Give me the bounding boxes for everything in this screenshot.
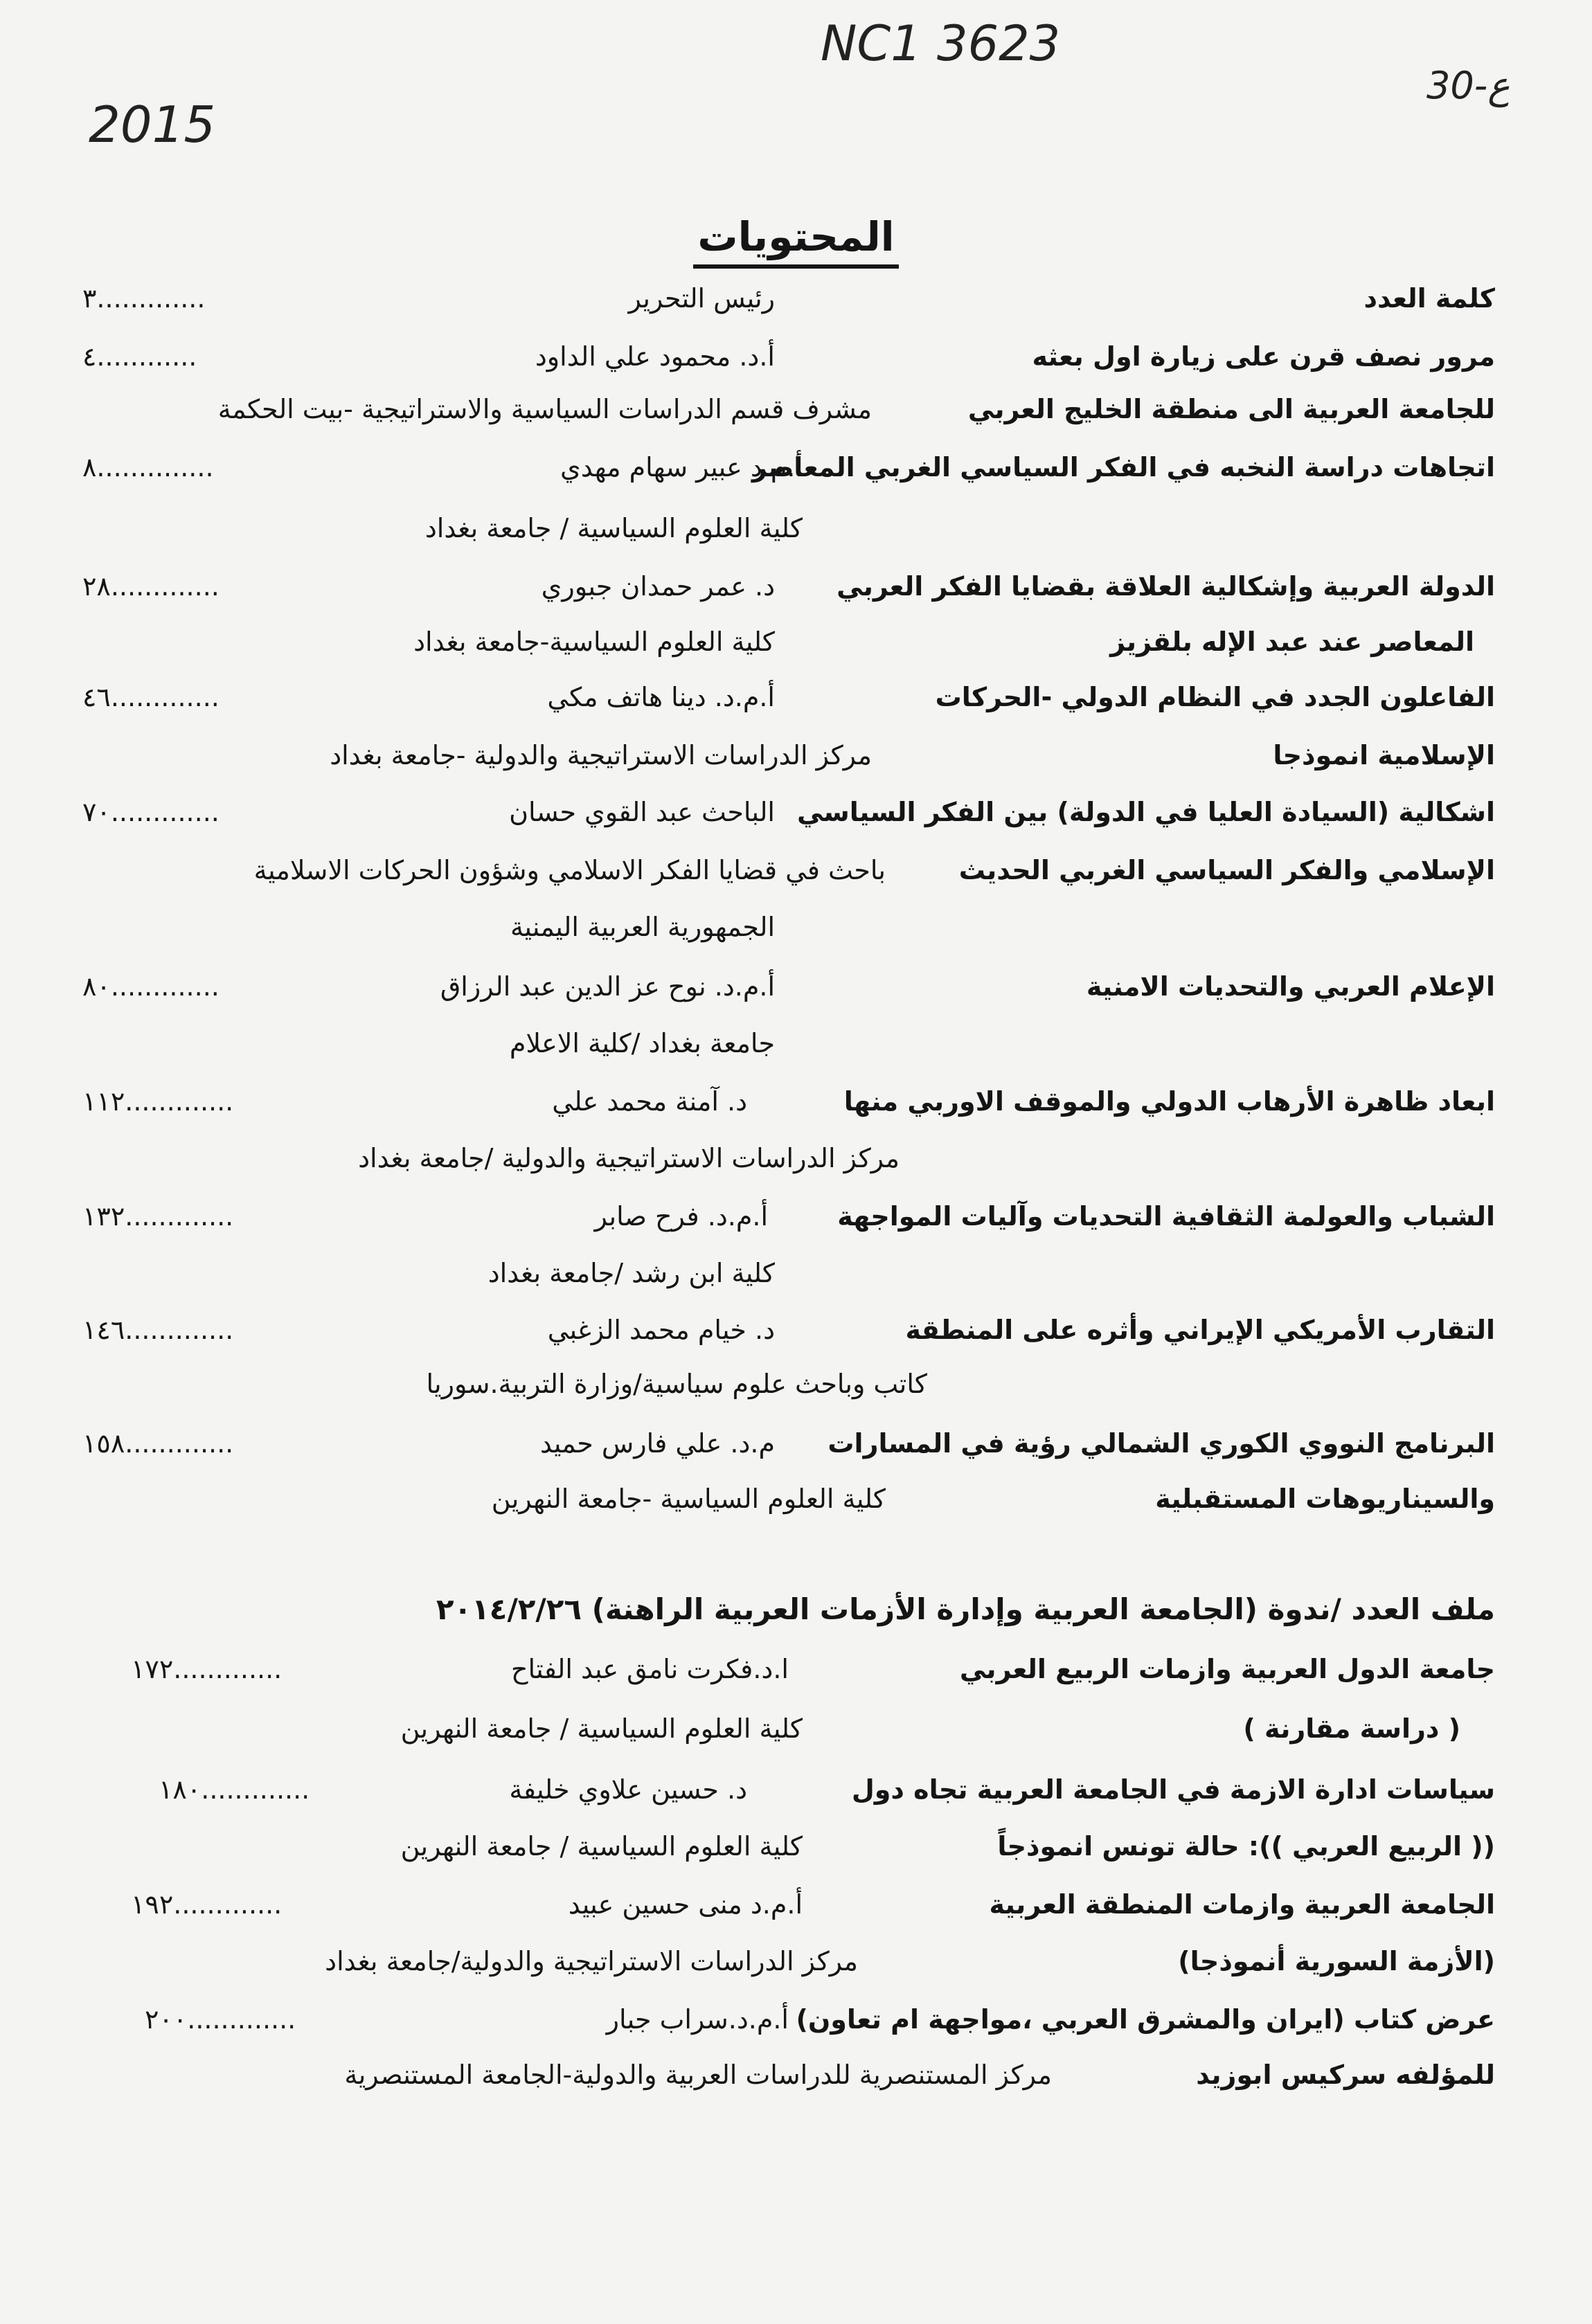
toc-entry-cont	[82, 1019, 1495, 1068]
toc-entry-cont	[82, 504, 1495, 552]
entry-page: .............٨٠	[82, 971, 220, 1002]
toc-entry-cont	[82, 618, 1495, 666]
entry-page: .............٢٨	[82, 571, 220, 602]
entry-author: أ.م.د.سراب جبار	[606, 2004, 789, 2035]
entry-author: ا.د.فكرت نامق عبد الفتاح	[511, 1654, 789, 1684]
entry-institution: كاتب وباحث علوم سياسية/وزارة التربية.سوريا	[426, 1369, 927, 1399]
entry-author: د. آمنة محمد علي	[552, 1086, 747, 1117]
entry-institution: جامعة بغداد /كلية الاعلام	[509, 1028, 775, 1059]
entry-author: أ.م.د منى حسين عبيد	[568, 1889, 803, 1920]
toc-entry	[82, 562, 1495, 611]
catalog-number-handwritten: NC1 3623	[821, 15, 1061, 72]
entry-title: اشكالية (السيادة العليا في الدولة) بين الفكر السياسي	[796, 797, 1495, 827]
toc-entry-cont	[82, 1249, 1495, 1297]
entry-author: رئيس التحرير	[628, 283, 775, 314]
entry-institution: مركز الدراسات الاستراتيجية والدولية /جامعة بغداد	[358, 1143, 900, 1173]
entry-title: الدولة العربية وإشكالية العلاقة بقضايا الفكر العربي	[837, 571, 1495, 602]
section-title: ملف العدد /ندوة (الجامعة العربية وإدارة الأزمات العربية الراهنة) ٢٠١٤/٢/٢٦	[436, 1592, 1495, 1626]
toc-entry	[82, 443, 1495, 492]
entry-author: أ.د. محمود علي الداود	[535, 341, 775, 372]
section-heading	[82, 1585, 1495, 1634]
toc-entry	[82, 673, 1495, 721]
entry-author: أ.م.د عبير سهام مهدي	[560, 452, 803, 483]
entry-title: الإسلامية انموذجا	[1273, 740, 1495, 771]
toc-entry	[82, 962, 1495, 1011]
page-title: المحتويات	[0, 213, 1592, 260]
entry-institution: كلية العلوم السياسية / جامعة النهرين	[400, 1831, 803, 1862]
entry-institution: كلية العلوم السياسية-جامعة بغداد	[413, 627, 775, 657]
toc-entry	[82, 332, 1495, 381]
toc-entry-cont	[82, 1704, 1495, 1753]
entry-title: البرنامج النووي الكوري الشمالي رؤية في المسارات	[828, 1428, 1495, 1459]
entry-page: .............١٥٨	[82, 1428, 234, 1459]
entry-title: جامعة الدول العربية وازمات الربيع العربي	[959, 1654, 1495, 1684]
entry-title: الفاعلون الجدد في النظام الدولي -الحركات	[935, 682, 1495, 712]
entry-page: .............١٨٠	[159, 1774, 310, 1805]
entry-title: مرور نصف قرن على زيارة اول بعثه	[1032, 341, 1495, 372]
entry-author: أ.م.د. فرح صابر	[594, 1201, 768, 1232]
toc-entry	[82, 788, 1495, 836]
toc-entry	[82, 1419, 1495, 1468]
entry-institution: الجمهورية العربية اليمنية	[510, 912, 775, 942]
entry-page: ..............٨	[82, 452, 214, 483]
entry-page: .............١٣٢	[82, 1201, 234, 1232]
toc-entry-cont	[82, 2051, 1495, 2099]
entry-institution: باحث في قضايا الفكر الاسلامي وشؤون الحركات الاسلامية	[253, 855, 886, 885]
toc-entry-cont	[82, 1822, 1495, 1871]
toc-entry-cont	[82, 1475, 1495, 1523]
entry-title: سياسات ادارة الازمة في الجامعة العربية تجاه دول	[851, 1774, 1495, 1805]
entry-page: .............١٧٢	[131, 1654, 283, 1684]
entry-author: د. عمر حمدان جبوري	[541, 571, 775, 602]
entry-page: .............١١٢	[82, 1086, 234, 1117]
toc-entry	[82, 1077, 1495, 1126]
entry-title: للمؤلفه سركيس ابوزيد	[1196, 2060, 1495, 2090]
entry-page: .............٤٦	[82, 682, 220, 712]
entry-institution: كلية العلوم السياسية / جامعة النهرين	[400, 1713, 803, 1744]
toc-entry	[82, 1765, 1495, 1814]
year-handwritten: 2015	[89, 96, 216, 154]
toc-entry-cont	[82, 903, 1495, 951]
entry-page: .............٢٠٠	[145, 2004, 296, 2035]
entry-author: د. حسين علاوي خليفة	[509, 1774, 747, 1805]
toc-entry	[82, 274, 1495, 323]
toc-entry	[82, 1306, 1495, 1354]
entry-title: ( دراسة مقارنة )	[1243, 1713, 1460, 1744]
toc-entry	[82, 1995, 1495, 2044]
entry-author: م.د. علي فارس حميد	[539, 1428, 775, 1459]
entry-title: ابعاد ظاهرة الأرهاب الدولي والموقف الاوربي منها	[843, 1086, 1495, 1117]
entry-page: .............٧٠	[82, 797, 220, 827]
code-handwritten: 30-ع	[1426, 64, 1510, 107]
entry-institution: مركز الدراسات الاستراتيجية والدولية -جامعة بغداد	[330, 740, 872, 771]
entry-page: .............١٩٢	[131, 1889, 283, 1920]
toc-entry-cont	[82, 1937, 1495, 1985]
entry-title: للجامعة العربية الى منطقة الخليج العربي	[967, 394, 1495, 424]
entry-author: أ.م.د. نوح عز الدين عبد الرزاق	[440, 971, 775, 1002]
entry-title: الشباب والعولمة الثقافية التحديات وآليات المواجهة	[837, 1201, 1495, 1232]
entry-title: والسيناريوهات المستقبلية	[1155, 1484, 1495, 1514]
entry-page: .............١٤٦	[82, 1315, 234, 1345]
entry-title: (( الربيع العربي )): حالة تونس انموذجاً	[997, 1831, 1495, 1862]
entry-institution: مركز الدراسات الاستراتيجية والدولية/جامعة بغداد	[325, 1946, 858, 1976]
toc-entry	[82, 1880, 1495, 1929]
entry-title: كلمة العدد	[1363, 283, 1495, 314]
entry-author: د. خيام محمد الزغبي	[547, 1315, 775, 1345]
entry-title: (الأزمة السورية أنموذجا)	[1178, 1946, 1495, 1976]
entry-title: اتجاهات دراسة النخبه في الفكر السياسي الغربي المعاصر	[751, 452, 1495, 483]
toc-entry-cont	[82, 385, 1495, 433]
toc-entry	[82, 1645, 1495, 1693]
entry-title: المعاصر عند عبد الإله بلقزيز	[1110, 627, 1474, 657]
entry-page: ............٤	[82, 341, 197, 372]
entry-institution: كلية العلوم السياسية -جامعة النهرين	[491, 1484, 886, 1514]
entry-title: الإسلامي والفكر السياسي الغربي الحديث	[958, 855, 1495, 885]
toc-entry	[82, 1192, 1495, 1241]
entry-institution: كلية العلوم السياسية / جامعة بغداد	[424, 513, 803, 543]
entry-author: أ.م.د. دينا هاتف مكي	[547, 682, 775, 712]
entry-title: الإعلام العربي والتحديات الامنية	[1086, 971, 1495, 1002]
toc-entry-cont	[82, 731, 1495, 780]
toc-entry-cont	[82, 1134, 1495, 1182]
entry-author: الباحث عبد القوي حسان	[509, 797, 775, 827]
entry-institution: كلية ابن رشد /جامعة بغداد	[488, 1258, 775, 1288]
toc-entry-cont	[82, 846, 1495, 894]
entry-title: التقارب الأمريكي الإيراني وأثره على المنطقة	[905, 1315, 1495, 1345]
toc-entry-cont	[82, 1360, 1495, 1408]
entry-institution: مشرف قسم الدراسات السياسية والاستراتيجية -بيت الحكمة	[217, 394, 872, 424]
entry-page: .............٣	[82, 283, 206, 314]
entry-institution: مركز المستنصرية للدراسات العربية والدولية-الجامعة المستنصرية	[344, 2060, 1052, 2090]
entry-title: الجامعة العربية وازمات المنطقة العربية	[989, 1889, 1495, 1920]
entry-title: عرض كتاب (ايران والمشرق العربي ،مواجهة ام تعاون)	[796, 2004, 1495, 2035]
